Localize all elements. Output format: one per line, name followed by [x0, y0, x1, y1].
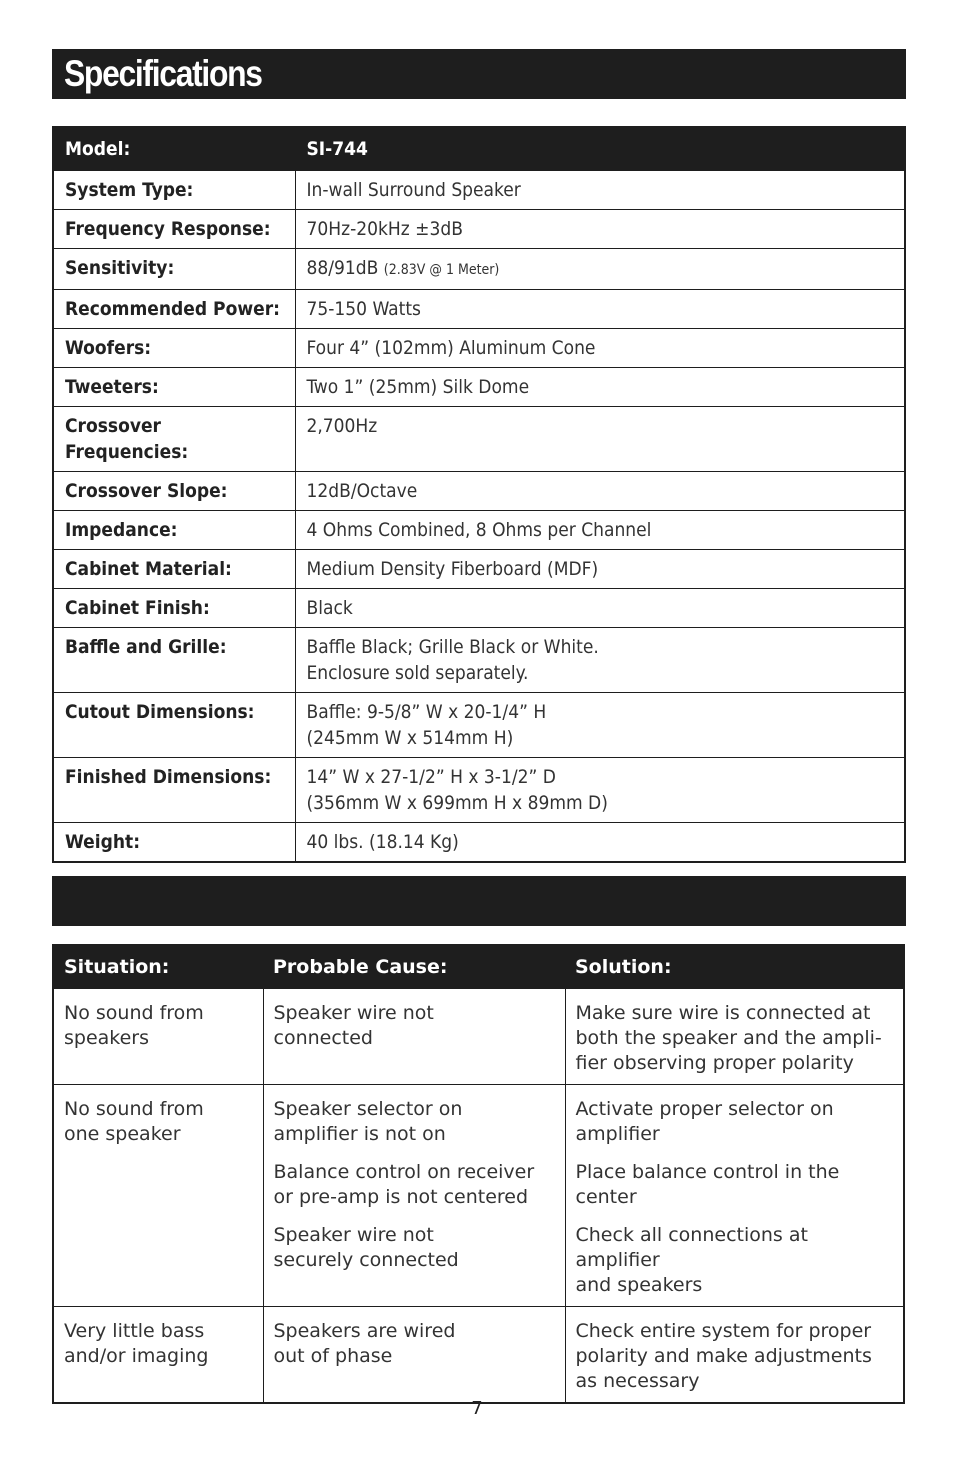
spec-row — [53, 511, 905, 550]
spec-value — [295, 550, 905, 589]
spec-row — [53, 628, 905, 693]
spec-label: Finished Dimensions: — [53, 758, 295, 823]
cause-cell — [263, 1085, 565, 1307]
spec-row — [53, 329, 905, 368]
spec-value — [295, 823, 905, 863]
specifications-table — [52, 126, 906, 863]
spec-value — [295, 210, 905, 249]
spec-row — [53, 758, 905, 823]
spec-value-text: Four 4” (102mm) Aluminum Cone — [306, 337, 596, 359]
situation-text: No sound from one speaker — [64, 1098, 204, 1145]
spec-label: System Type: — [53, 171, 295, 210]
spec-label: Sensitivity: — [53, 249, 295, 290]
spec-value — [295, 589, 905, 628]
spec-label: Crossover Frequencies: — [53, 407, 295, 472]
spec-label: Impedance: — [53, 511, 295, 550]
spec-value — [295, 511, 905, 550]
spec-value-text: Baffle Black; Grille Black or White. Enclosure sold separately. — [306, 636, 599, 684]
spec-value-text: Medium Density Fiberboard (MDF) — [306, 558, 599, 580]
spec-label: Baffle and Grille: — [53, 628, 295, 693]
spec-header-key: Model: — [53, 127, 295, 171]
solution-text: Activate proper selector on amplifier — [575, 1098, 834, 1145]
spec-label: Cabinet Material: — [53, 550, 295, 589]
situation-text: Very little bass and/or imaging — [64, 1320, 209, 1367]
spec-value-text: In-wall Surround Speaker — [306, 179, 521, 201]
solution-cell — [565, 1307, 904, 1404]
spec-row — [53, 249, 905, 290]
solution-text: Place balance control in the center — [575, 1161, 840, 1208]
situation-cell — [53, 989, 263, 1085]
spec-value-text: 14” W x 27-1/2” H x 3-1/2” D (356mm W x 699mm H x 89mm D) — [306, 766, 608, 814]
spec-row — [53, 407, 905, 472]
spec-label: Frequency Response: — [53, 210, 295, 249]
solution-text: Check entire system for proper polarity and make adjustments as necessary — [575, 1320, 872, 1392]
spec-value-text: Black — [306, 597, 353, 619]
spec-value-text: 40 lbs. (18.14 Kg) — [306, 831, 459, 853]
page-title: Specifications — [64, 53, 262, 94]
spec-label: Crossover Slope: — [53, 472, 295, 511]
troubleshooting-row — [53, 1085, 904, 1307]
cause-text: Speaker wire not connected — [273, 1002, 434, 1049]
spec-value-text: Baffle: 9-5/8” W x 20-1/4” H (245mm W x 514mm H) — [306, 701, 547, 749]
spec-value — [295, 628, 905, 693]
spec-value-text: 70Hz-20kHz ±3dB — [306, 218, 463, 240]
spec-row — [53, 550, 905, 589]
spec-label: Recommended Power: — [53, 290, 295, 329]
troubleshooting-row — [53, 1307, 904, 1404]
spec-row — [53, 368, 905, 407]
spec-label: Cutout Dimensions: — [53, 693, 295, 758]
spec-row — [53, 210, 905, 249]
spec-header-value: SI-744 — [295, 127, 905, 171]
spec-value — [295, 472, 905, 511]
spec-label: Weight: — [53, 823, 295, 863]
spec-value — [295, 329, 905, 368]
troubleshooting-body — [53, 989, 904, 1404]
situation-text: No sound from speakers — [64, 1002, 204, 1049]
spec-value-text: 12dB/Octave — [306, 480, 418, 502]
spec-value-text: 2,700Hz — [306, 415, 378, 437]
spec-header-row — [53, 127, 905, 171]
troubleshooting-row — [53, 989, 904, 1085]
spec-row — [53, 589, 905, 628]
spec-row — [53, 171, 905, 210]
header-situation: Situation: — [53, 945, 263, 989]
cause-text: Speakers are wired out of phase — [273, 1320, 456, 1367]
header-probable-cause: Probable Cause: — [263, 945, 565, 989]
specifications-title-bar — [52, 49, 906, 99]
spec-label: Woofers: — [53, 329, 295, 368]
situation-cell — [53, 1307, 263, 1404]
spec-value-text: Two 1” (25mm) Silk Dome — [306, 376, 530, 398]
spec-value — [295, 171, 905, 210]
page-number: 7 — [471, 1398, 483, 1419]
spec-value-text: 88/91dB — [306, 257, 379, 279]
solution-cell — [565, 989, 904, 1085]
cause-text: Speaker selector on amplifier is not on — [273, 1098, 463, 1145]
troubleshooting-table — [52, 944, 905, 1404]
solution-text: Make sure wire is connected at both the speaker and the ampli- fier observing proper polarity — [575, 1002, 882, 1074]
troubleshooting-title-bar — [52, 876, 906, 926]
cause-text: Speaker wire not securely connected — [273, 1224, 459, 1271]
spec-body — [53, 171, 905, 863]
cause-cell — [263, 1307, 565, 1404]
spec-row — [53, 290, 905, 329]
solution-cell — [565, 1085, 904, 1307]
cause-text: Balance control on receiver or pre-amp is not centered — [273, 1161, 535, 1208]
spec-value — [295, 249, 905, 290]
solution-text: Check all connections at amplifier and speakers — [575, 1224, 808, 1296]
spec-value — [295, 758, 905, 823]
spec-label: Cabinet Finish: — [53, 589, 295, 628]
spec-value — [295, 368, 905, 407]
spec-value-text: 4 Ohms Combined, 8 Ohms per Channel — [306, 519, 652, 541]
spec-value — [295, 407, 905, 472]
cause-cell — [263, 989, 565, 1085]
spec-value — [295, 290, 905, 329]
spec-row — [53, 472, 905, 511]
spec-value — [295, 693, 905, 758]
spec-row — [53, 693, 905, 758]
spec-value-note: (2.83V @ 1 Meter) — [383, 262, 500, 278]
spec-label: Tweeters: — [53, 368, 295, 407]
troubleshooting-header-row — [53, 945, 904, 989]
spec-row — [53, 823, 905, 863]
header-solution: Solution: — [565, 945, 904, 989]
spec-value-text: 75-150 Watts — [306, 298, 421, 320]
situation-cell — [53, 1085, 263, 1307]
